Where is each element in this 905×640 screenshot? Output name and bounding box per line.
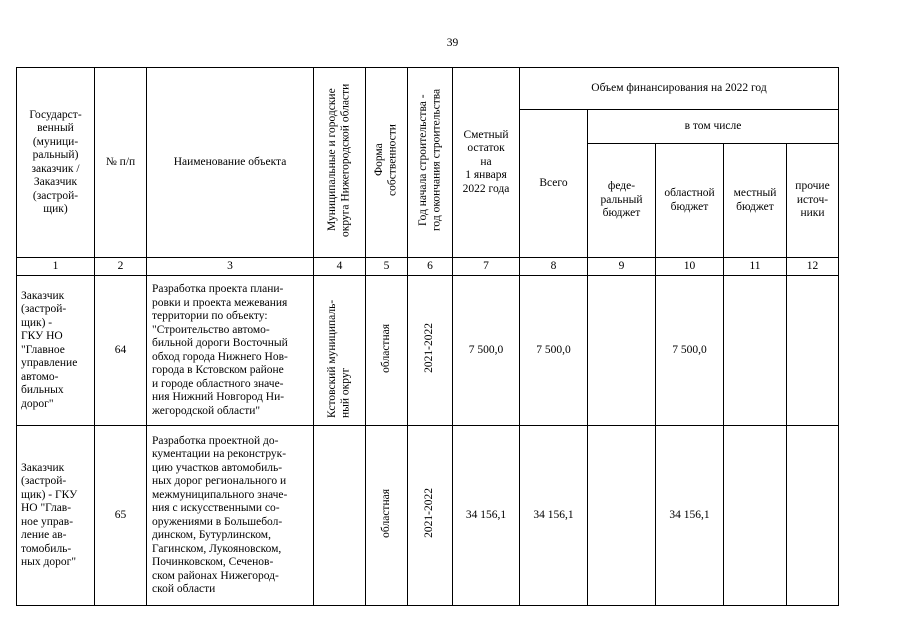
- header-federal: феде- ральный бюджет: [588, 144, 656, 258]
- row-customer: Заказчик (застрой- щик) - ГКУ НО "Главное управление автомо- бильных дорог": [17, 276, 95, 426]
- column-number: 9: [588, 258, 656, 276]
- header-financing: Объем финансирования на 2022 год: [520, 68, 839, 110]
- row-customer: Заказчик (застрой- щик) - ГКУ НО "Глав- ное управ- ление ав- томобиль- ных дорог": [17, 426, 95, 606]
- header-years: Год начала строительства - год окончания строительства: [408, 68, 453, 258]
- row-ownership: областная: [366, 276, 408, 426]
- column-number: 1: [17, 258, 95, 276]
- column-number: 2: [95, 258, 147, 276]
- page-number: 39: [446, 37, 459, 49]
- header-ownership: Форма собственности: [366, 68, 408, 258]
- financing-table: [16, 67, 839, 606]
- column-number: 5: [366, 258, 408, 276]
- header-other: прочие источ- ники: [787, 144, 839, 258]
- header-local: местный бюджет: [724, 144, 787, 258]
- header-regional: областной бюджет: [656, 144, 724, 258]
- column-number: 10: [656, 258, 724, 276]
- column-number-row: [17, 258, 839, 276]
- table-row: [17, 276, 839, 426]
- row-district: Кстовский муниципаль- ный округ: [314, 276, 366, 426]
- header-district: Муниципальные и городские округа Нижегородской области: [314, 68, 366, 258]
- table-row: [17, 426, 839, 606]
- column-number: 6: [408, 258, 453, 276]
- row-num: 65: [95, 426, 147, 606]
- row-other: [787, 276, 839, 426]
- column-number: 7: [453, 258, 520, 276]
- row-total: 7 500,0: [520, 276, 588, 426]
- row-federal: [588, 276, 656, 426]
- row-years: 2021-2022: [408, 426, 453, 606]
- row-district: [314, 426, 366, 606]
- header-customer: Государст- венный (муници- pальный) заказчик / Заказчик (застрой- щик): [17, 68, 95, 258]
- row-years: 2021-2022: [408, 276, 453, 426]
- header-including: в том числе: [588, 110, 839, 144]
- row-regional: 7 500,0: [656, 276, 724, 426]
- header-num: № п/п: [95, 68, 147, 258]
- row-total: 34 156,1: [520, 426, 588, 606]
- column-number: 11: [724, 258, 787, 276]
- column-number: 12: [787, 258, 839, 276]
- header-total: Всего: [520, 110, 588, 258]
- row-federal: [588, 426, 656, 606]
- header-estimate: Сметный остаток на 1 января 2022 года: [453, 68, 520, 258]
- row-estimate: 34 156,1: [453, 426, 520, 606]
- row-local: [724, 426, 787, 606]
- row-object-name: Разработка проекта плани- ровки и проекта межевания территории по объекту: "Строительство автомо- бильной дороги Восточный обход города Нижнего Нов- города в Кстовском районе и городе областного значе- ния Нижний Новгород Ни- жегородской области": [147, 276, 314, 426]
- column-number: 8: [520, 258, 588, 276]
- column-number: 3: [147, 258, 314, 276]
- row-num: 64: [95, 276, 147, 426]
- column-number: 4: [314, 258, 366, 276]
- row-estimate: 7 500,0: [453, 276, 520, 426]
- header-object-name: Наименование объекта: [147, 68, 314, 258]
- row-regional: 34 156,1: [656, 426, 724, 606]
- row-object-name: Разработка проектной до- кументации на реконструк- цию участков автомобиль- ных дорог регионального и межмуниципального значе- ния с искусственными со- оружениями в Большебол- динском, Бутурлинском, Гагинском, Лукояновском, Починковском, Сеченов- ском районах Нижегород- ской области: [147, 426, 314, 606]
- row-ownership: областная: [366, 426, 408, 606]
- row-local: [724, 276, 787, 426]
- row-other: [787, 426, 839, 606]
